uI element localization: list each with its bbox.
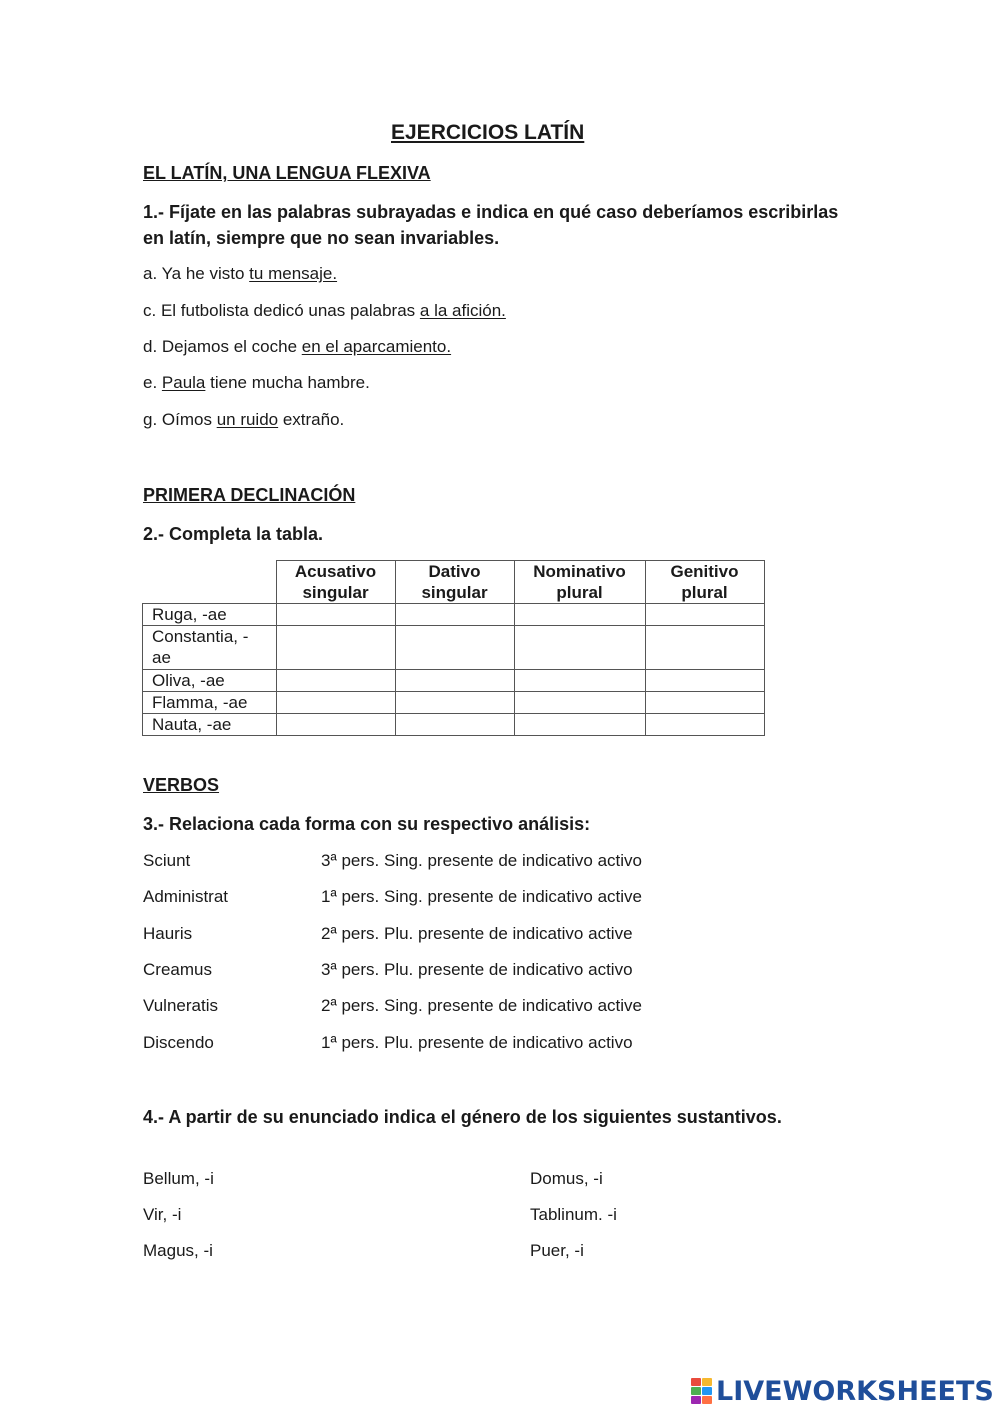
answer-cell[interactable] bbox=[645, 604, 764, 626]
answer-cell[interactable] bbox=[276, 626, 395, 670]
underlined-phrase: a la afición. bbox=[419, 301, 506, 320]
answer-cell[interactable] bbox=[645, 670, 764, 692]
row-label: Flamma, -ae bbox=[143, 692, 277, 714]
column-header-line: Dativo bbox=[428, 562, 481, 581]
verb-analysis: 3ª pers. Sing. presente de indicativo activo bbox=[321, 851, 642, 870]
answer-cell[interactable] bbox=[395, 670, 514, 692]
underlined-phrase: un ruido bbox=[216, 410, 279, 429]
logo-mark-square bbox=[702, 1387, 712, 1395]
answer-cell[interactable] bbox=[395, 604, 514, 626]
column-header-line: Genitivo bbox=[670, 562, 739, 581]
column-header-line: Acusativo bbox=[294, 562, 377, 581]
verb-analysis: 2ª pers. Plu. presente de indicativo active bbox=[321, 924, 633, 943]
sentence-item bbox=[143, 337, 451, 357]
verb-form: Administrat bbox=[143, 887, 229, 906]
sentence-text: extraño. bbox=[278, 410, 345, 429]
column-header bbox=[514, 561, 645, 604]
answer-cell[interactable] bbox=[514, 604, 645, 626]
sentence-text: c. El futbolista dedicó unas palabras bbox=[143, 301, 420, 320]
answer-cell[interactable] bbox=[514, 692, 645, 714]
table-row bbox=[143, 670, 765, 692]
logo-mark-square bbox=[702, 1396, 712, 1404]
sentence-text: a. Ya he visto bbox=[143, 264, 250, 283]
verb-analysis: 3ª pers. Plu. presente de indicativo activo bbox=[321, 960, 633, 979]
question-4: 4.- A partir de su enunciado indica el género de los siguientes sustantivos. bbox=[143, 1107, 782, 1127]
question-3: 3.- Relaciona cada forma con su respectivo análisis: bbox=[143, 814, 591, 834]
answer-cell[interactable] bbox=[395, 626, 514, 670]
verb-form: Creamus bbox=[143, 960, 212, 979]
table-corner bbox=[143, 561, 277, 604]
logo-mark-square bbox=[691, 1387, 701, 1395]
sentence-text: g. Oímos bbox=[143, 410, 217, 429]
logo-mark-icon bbox=[691, 1378, 712, 1404]
row-label: Ruga, -ae bbox=[143, 604, 277, 626]
answer-cell[interactable] bbox=[395, 714, 514, 736]
verb-form: Discendo bbox=[143, 1033, 214, 1052]
page-title: EJERCICIOS LATÍN bbox=[391, 121, 585, 144]
section-heading-verbos: VERBOS bbox=[143, 775, 220, 795]
liveworksheets-logo bbox=[691, 1376, 994, 1406]
table-row bbox=[143, 604, 765, 626]
sentence-text: tiene mucha hambre. bbox=[205, 373, 370, 392]
section-heading-declinacion: PRIMERA DECLINACIÓN bbox=[143, 485, 356, 505]
verb-analysis: 1ª pers. Plu. presente de indicativo activo bbox=[321, 1033, 633, 1052]
noun-item: Vir, -i bbox=[143, 1205, 182, 1224]
column-header-line: plural bbox=[556, 583, 603, 602]
answer-cell[interactable] bbox=[276, 670, 395, 692]
question-2: 2.- Completa la tabla. bbox=[143, 524, 324, 544]
logo-mark-square bbox=[691, 1378, 701, 1386]
section-heading-flexiva: EL LATÍN, UNA LENGUA FLEXIVA bbox=[143, 163, 431, 183]
answer-cell[interactable] bbox=[645, 692, 764, 714]
sentence-text: e. bbox=[143, 373, 162, 392]
sentence-text: d. Dejamos el coche bbox=[143, 337, 302, 356]
table-row bbox=[143, 692, 765, 714]
column-header bbox=[276, 561, 395, 604]
noun-item: Tablinum. -i bbox=[530, 1205, 617, 1224]
verb-form: Sciunt bbox=[143, 851, 191, 870]
column-header-line: singular bbox=[302, 583, 369, 602]
row-label-line: ae bbox=[152, 648, 171, 667]
question-1: 1.- Fíjate en las palabras subrayadas e indica en qué caso deberíamos escribirlas en latín, siempre que no sean invariables. bbox=[143, 202, 839, 248]
row-label bbox=[143, 626, 277, 670]
column-header-line: Nominativo bbox=[533, 562, 626, 581]
answer-cell[interactable] bbox=[514, 670, 645, 692]
noun-item: Bellum, -i bbox=[143, 1169, 214, 1188]
table-row bbox=[143, 714, 765, 736]
row-label: Nauta, -ae bbox=[143, 714, 277, 736]
sentence-item bbox=[143, 301, 506, 321]
column-header bbox=[395, 561, 514, 604]
underlined-phrase: en el aparcamiento. bbox=[301, 337, 452, 356]
answer-cell[interactable] bbox=[514, 626, 645, 670]
logo-mark-square bbox=[691, 1396, 701, 1404]
sentence-item bbox=[143, 373, 370, 393]
row-label: Oliva, -ae bbox=[143, 670, 277, 692]
answer-cell[interactable] bbox=[276, 604, 395, 626]
sentence-item bbox=[143, 410, 344, 430]
table-row bbox=[143, 626, 765, 670]
column-header-line: plural bbox=[681, 583, 728, 602]
answer-cell[interactable] bbox=[276, 692, 395, 714]
logo-text: LIVEWORKSHEETS bbox=[716, 1375, 994, 1407]
verb-form: Hauris bbox=[143, 924, 193, 943]
sentence-item bbox=[143, 264, 337, 284]
declension-table bbox=[142, 560, 765, 736]
underlined-phrase: tu mensaje. bbox=[249, 264, 338, 283]
answer-cell[interactable] bbox=[645, 626, 764, 670]
table-header-row bbox=[143, 561, 765, 604]
column-header-line: singular bbox=[421, 583, 488, 602]
row-label-line: Constantia, - bbox=[152, 627, 249, 646]
column-header bbox=[645, 561, 764, 604]
noun-item: Puer, -i bbox=[530, 1241, 584, 1260]
logo-mark-square bbox=[702, 1378, 712, 1386]
verb-form: Vulneratis bbox=[143, 996, 218, 1015]
verb-analysis: 2ª pers. Sing. presente de indicativo active bbox=[321, 996, 642, 1015]
answer-cell[interactable] bbox=[395, 692, 514, 714]
answer-cell[interactable] bbox=[514, 714, 645, 736]
noun-item: Magus, -i bbox=[143, 1241, 213, 1260]
noun-item: Domus, -i bbox=[530, 1169, 603, 1188]
verb-analysis: 1ª pers. Sing. presente de indicativo active bbox=[321, 887, 642, 906]
underlined-phrase: Paula bbox=[161, 373, 206, 392]
answer-cell[interactable] bbox=[276, 714, 395, 736]
answer-cell[interactable] bbox=[645, 714, 764, 736]
